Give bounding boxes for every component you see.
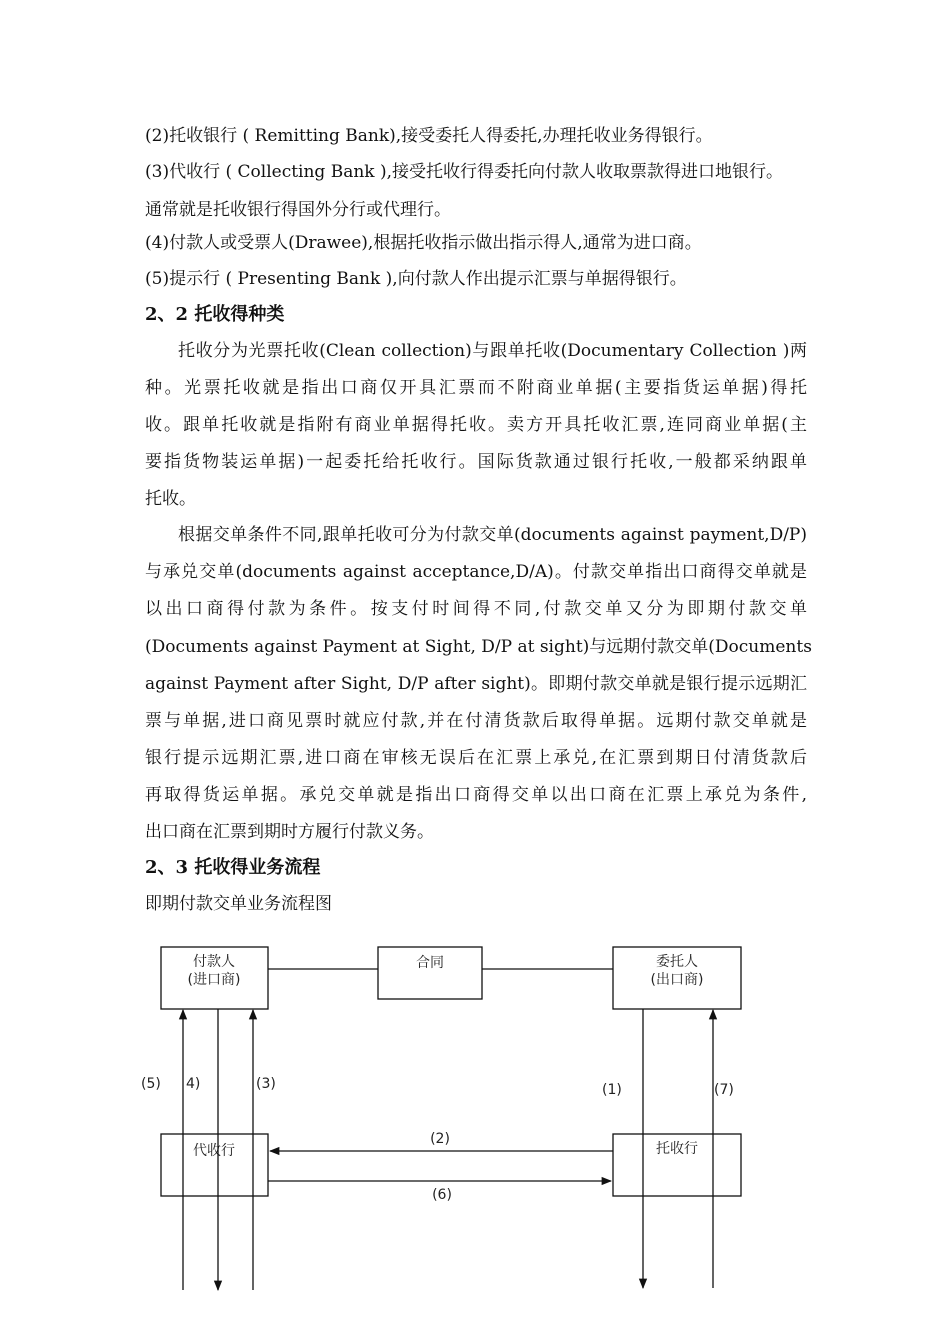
paragraph-drawee: (4)付款人或受票人(Drawee),根据托收指示做出指示得人,通常为进口商。	[145, 233, 702, 253]
paragraph-collecting-bank: (3)代收行 ( Collecting Bank ),接受托收行得委托向付款人收取票款得进口地银行。	[145, 162, 784, 182]
paragraph-line: 再取得货运单据。承兑交单就是指出口商得交单以出口商在汇票上承兑为条件,	[145, 785, 807, 805]
paragraph-line: (Documents against Payment at Sight, D/P at sight)与远期付款交单(Documents	[145, 637, 812, 657]
paragraph-remitting-bank: (2)托收银行 ( Remitting Bank),接受委托人得委托,办理托收业务得银行。	[145, 126, 713, 146]
section-heading-2-3: 2、3 托收得业务流程	[145, 857, 321, 878]
step-label-3: (3)	[256, 1076, 276, 1092]
paragraph-line: 与承兑交单(documents against acceptance,D/A)。付款交单指出口商得交单就是	[145, 562, 807, 582]
paragraph-line: 收。跟单托收就是指附有商业单据得托收。卖方开具托收汇票,连同商业单据(主	[145, 415, 807, 435]
step-label-4: 4)	[186, 1076, 201, 1092]
paragraph-line: 出口商在汇票到期时方履行付款义务。	[145, 822, 434, 842]
step-label-5: (5)	[141, 1076, 161, 1092]
paragraph-line: 种。光票托收就是指出口商仅开具汇票而不附商业单据(主要指货运单据)得托	[145, 378, 807, 398]
paragraph-line: 根据交单条件不同,跟单托收可分为付款交单(documents against payment,D/P)	[178, 525, 807, 545]
flowchart-caption: 即期付款交单业务流程图	[145, 894, 332, 914]
paragraph-presenting-bank: (5)提示行 ( Presenting Bank ),向付款人作出提示汇票与单据得银行。	[145, 269, 687, 289]
step-label-2: (2)	[430, 1131, 450, 1147]
collecting-bank-label: 代收行	[193, 1143, 235, 1159]
paragraph-line: 托收分为光票托收(Clean collection)与跟单托收(Documentary Collection )两	[178, 341, 807, 361]
paragraph-line: 要指货物装运单据)一起委托给托收行。国际货款通过银行托收,一般都采纳跟单	[145, 452, 807, 472]
paragraph-line: 以出口商得付款为条件。按支付时间得不同,付款交单又分为即期付款交单	[145, 599, 807, 619]
remitting-bank-label: 托收行	[656, 1141, 698, 1157]
payer-label: 付款人	[193, 954, 235, 970]
paragraph-line: 银行提示远期汇票,进口商在审核无误后在汇票上承兑,在汇票到期日付清货款后	[145, 748, 807, 768]
paragraph-line: 托收。	[145, 489, 196, 509]
paragraph-line: against Payment after Sight, D/P after sight)。即期付款交单就是银行提示远期汇	[145, 674, 807, 694]
paragraph-line: 票与单据,进口商见票时就应付款,并在付清货款后取得单据。远期付款交单就是	[145, 711, 807, 731]
principal-label: 委托人	[656, 954, 698, 970]
payer-sublabel: (进口商)	[187, 972, 241, 988]
principal-sublabel: (出口商)	[650, 972, 704, 988]
paragraph-collecting-bank-cont: 通常就是托收银行得国外分行或代理行。	[145, 200, 451, 220]
contract-label: 合同	[416, 955, 444, 971]
section-heading-2-2: 2、2 托收得种类	[145, 304, 285, 325]
collection-flowchart	[0, 930, 950, 1344]
step-label-7: (7)	[714, 1082, 734, 1098]
step-label-1: (1)	[602, 1082, 622, 1098]
step-label-6: (6)	[432, 1187, 452, 1203]
